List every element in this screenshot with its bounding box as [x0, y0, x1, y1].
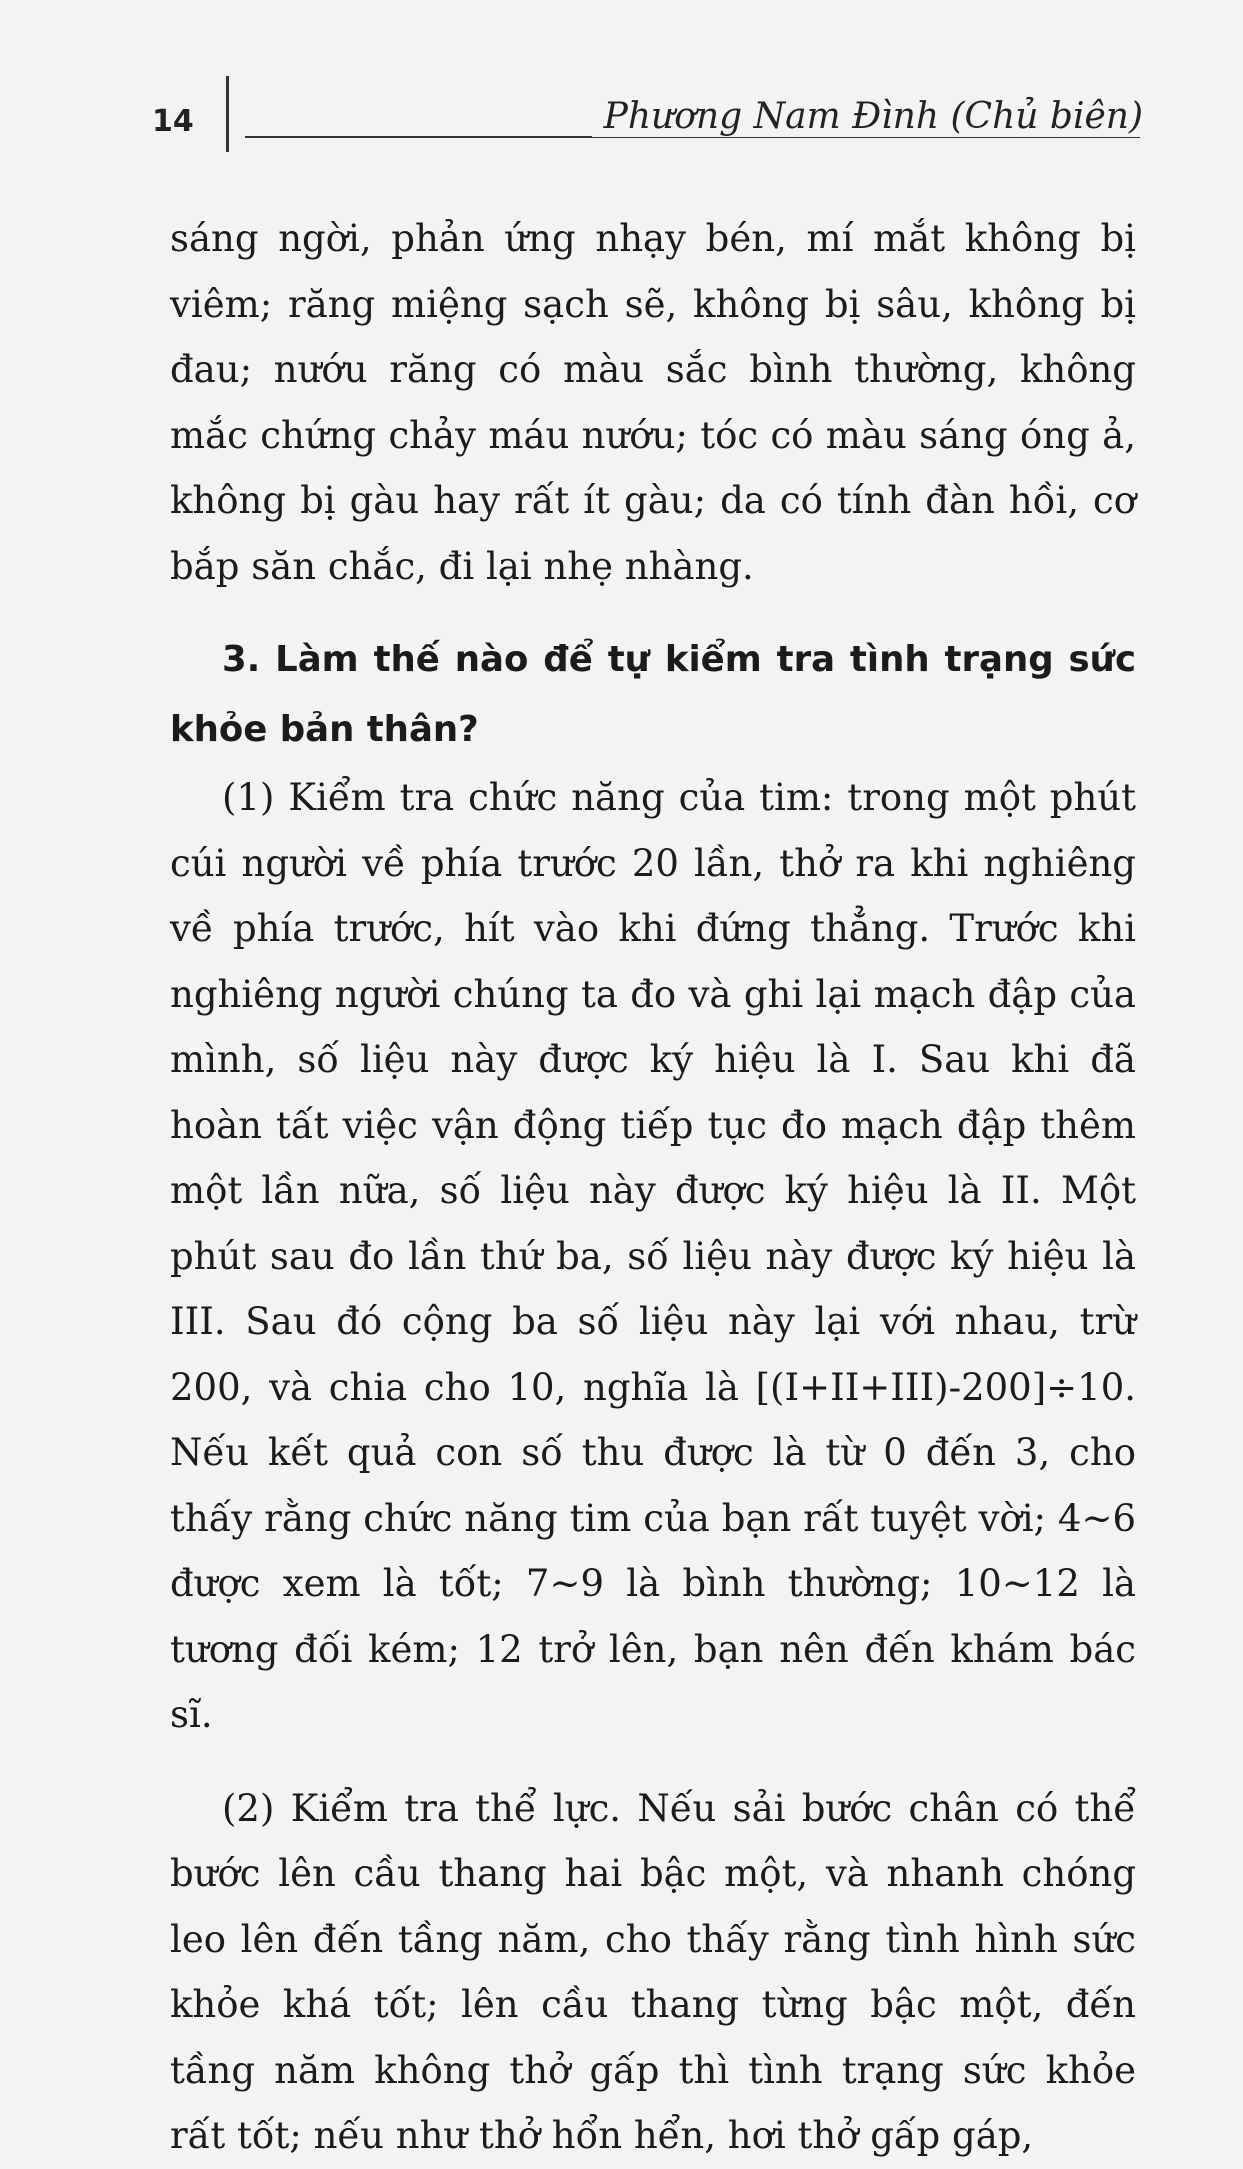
- running-title: Phương Nam Đình (Chủ biên): [592, 96, 1143, 137]
- page-body: [170, 206, 1136, 2169]
- paragraph-heart-check: (1) Kiểm tra chức năng của tim: trong một phút cúi người về phía trước 20 lần, thở ra khi nghiêng về phía trước, hít vào khi đứng thẳng. Trước khi nghiêng người chúng ta đo và ghi lại mạch đập của mình, số liệu này được ký hiệu là I. Sau khi đã hoàn tất việc vận động tiếp tục đo mạch đập thêm một lần nữa, số liệu này được ký hiệu là II. Một phút sau đo lần thứ ba, số liệu này được ký hiệu là III. Sau đó cộng ba số liệu này lại với nhau, trừ 200, và chia cho 10, nghĩa là [(I+II+III)-200]÷10. Nếu kết quả con số thu được là từ 0 đến 3, cho thấy rằng chức năng tim của bạn rất tuyệt vời; 4~6 được xem là tốt; 7~9 là bình thường; 10~12 là tương đối kém; 12 trở lên, bạn nên đến khám bác sĩ.: [170, 776, 1136, 1736]
- intro-paragraph: sáng ngời, phản ứng nhạy bén, mí mắt không bị viêm; răng miệng sạch sẽ, không bị sâu, không bị đau; nướu răng có màu sắc bình thường, không mắc chứng chảy máu nướu; tóc có màu sáng óng ả, không bị gàu hay rất ít gàu; da có tính đàn hồi, cơ bắp săn chắc, đi lại nhẹ nhàng.: [170, 217, 1136, 588]
- header-vertical-divider: [226, 76, 229, 152]
- page-number: 14: [152, 104, 194, 139]
- section-heading: 3. Làm thế nào để tự kiểm tra tình trạng sức khỏe bản thân?: [170, 639, 1136, 750]
- paragraph-fitness-check: (2) Kiểm tra thể lực. Nếu sải bước chân có thể bước lên cầu thang hai bậc một, và nhanh chóng leo lên đến tầng năm, cho thấy rằng tình hình sức khỏe khá tốt; lên cầu thang từng bậc một, đến tầng năm không thở gấp thì tình trạng sức khỏe rất tốt; nếu như thở hổn hển, hơi thở gấp gáp,: [170, 1786, 1136, 2157]
